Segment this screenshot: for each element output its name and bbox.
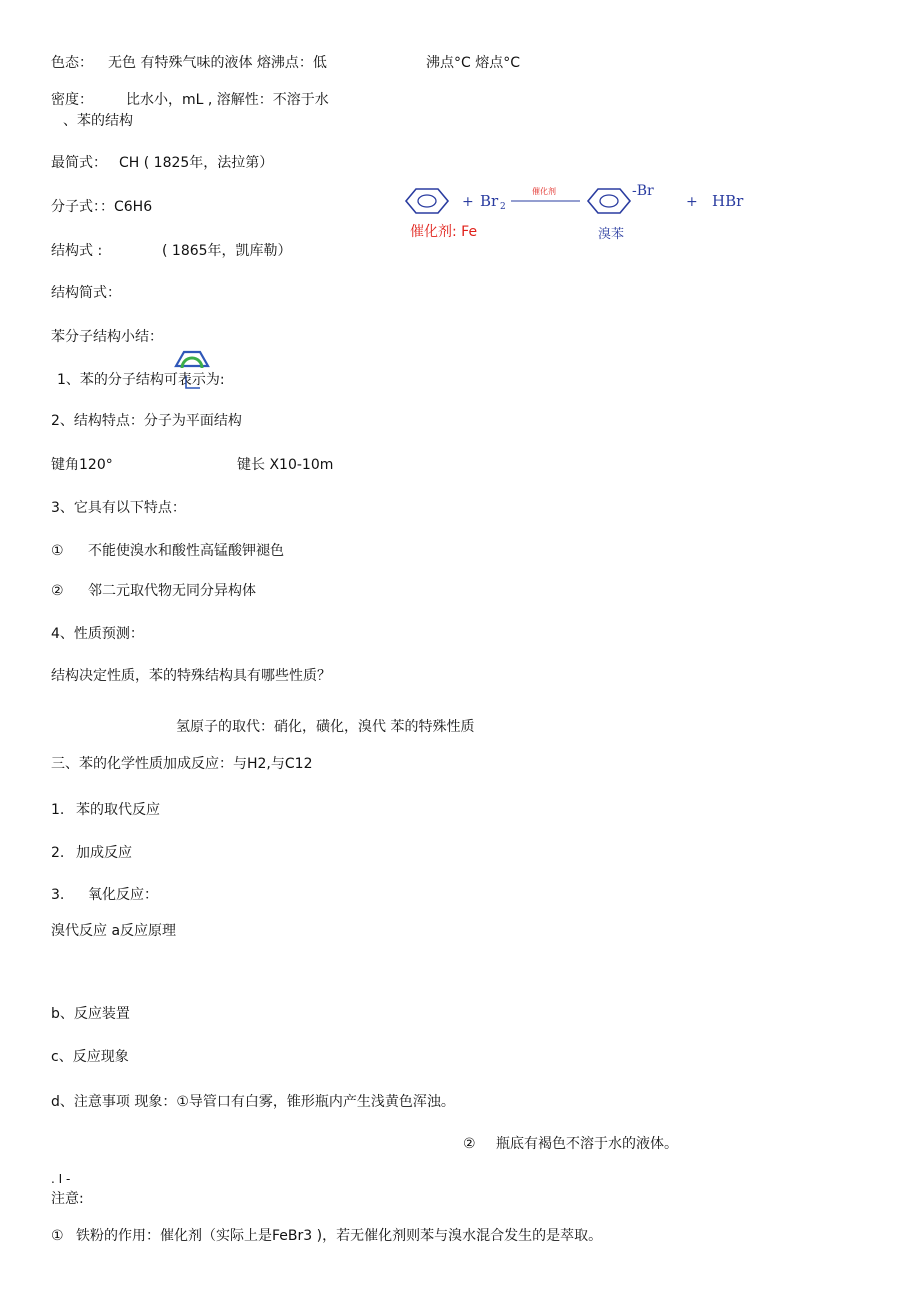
density-label: 密度： [51,92,93,108]
density-solubility-value: 比水小，mL , 溶解性：不溶于水 [126,92,329,108]
structure-determines-property: 结构决定性质，苯的特殊结构具有哪些性质？ [51,668,331,684]
item-marker-1b: ① [51,1228,64,1244]
structure-representation: 1、苯的分子结构可表示为: [57,372,225,388]
benzene-reactant-icon [406,189,448,213]
section-heading-structure: 、苯的结构 [63,113,133,129]
characteristic-1: 不能使溴水和酸性高锰酸钾褪色 [88,543,284,559]
oxidation-reaction: 氧化反应： [88,887,158,903]
simplest-formula-value: CH ( 1825年，法拉第） [119,155,274,171]
list-number-1: 1. [51,802,65,818]
substitution-summary: 氢原子的取代：硝化，磺化，溴代 苯的特殊性质 [176,719,475,735]
plus-sign-1: + [462,194,474,210]
bond-length: 键长 X10-10m [237,457,334,473]
simplest-formula-label: 最简式： [51,155,107,171]
bottom-liquid-note: 瓶底有褐色不溶于水的液体。 [496,1136,678,1152]
product-name: 溴苯 [598,227,625,242]
list-number-3: 3. [51,887,65,903]
item-marker-2: ② [51,583,64,599]
bromine-symbol: Br [480,192,499,210]
iron-powder-note: 铁粉的作用：催化剂（实际上是FeBr3 )，若无催化剂则苯与溴水混合发生的是萃取。 [76,1228,603,1244]
plus-sign-2: + [686,194,698,210]
bromination-principle: 溴代反应 a反应原理 [51,923,177,939]
arrow-catalyst-label: 催化剂 [532,187,556,196]
bromine-subscript: 2 [500,202,506,212]
reaction-apparatus: b、反应装置 [51,1006,130,1022]
item-marker-2b: ② [463,1136,476,1152]
chemical-properties-heading: 三、苯的化学性质加成反应：与H2,与C12 [51,756,313,772]
summary-heading: 苯分子结构小结： [51,329,163,345]
catalyst-note: 催化剂: Fe [410,224,478,240]
item-marker-1: ① [51,543,64,559]
bromination-reaction-figure [400,178,770,244]
list-number-2: 2. [51,845,65,861]
structure-feature: 2、结构特点：分子为平面结构 [51,413,242,429]
structural-formula-note: ( 1865年，凯库勒） [162,243,292,259]
structural-formula-label: 结构式 : [51,243,103,259]
bromo-substituent: -Br [632,183,654,199]
boiling-melting-point: 沸点°C 熔点°C [426,55,521,71]
characteristic-2: 邻二元取代物无同分异构体 [88,583,256,599]
hydrogen-bromide: HBr [712,192,744,210]
bond-angle: 键角120° [51,457,113,473]
characteristics-heading: 3、它具有以下特点： [51,500,186,516]
molecular-formula: 分子式：：C6H6 [51,199,153,215]
stray-mark: . I - [51,1172,71,1186]
addition-reaction: 加成反应 [76,845,132,861]
condensed-formula-label: 结构简式： [51,285,121,301]
bromobenzene-product-icon [588,189,630,213]
substitution-reaction: 苯的取代反应 [76,802,160,818]
property-prediction-heading: 4、性质预测： [51,626,144,642]
reaction-phenomenon: c、反应现象 [51,1049,129,1065]
color-state-value: 无色 有特殊气味的液体 熔沸点：低 [108,55,327,71]
note-heading: 注意: [51,1191,84,1207]
precautions-phenomenon: d、注意事项 现象：①导管口有白雾，锥形瓶内产生浅黄色浑浊。 [51,1094,455,1110]
color-state-label: 色态： [51,55,93,71]
